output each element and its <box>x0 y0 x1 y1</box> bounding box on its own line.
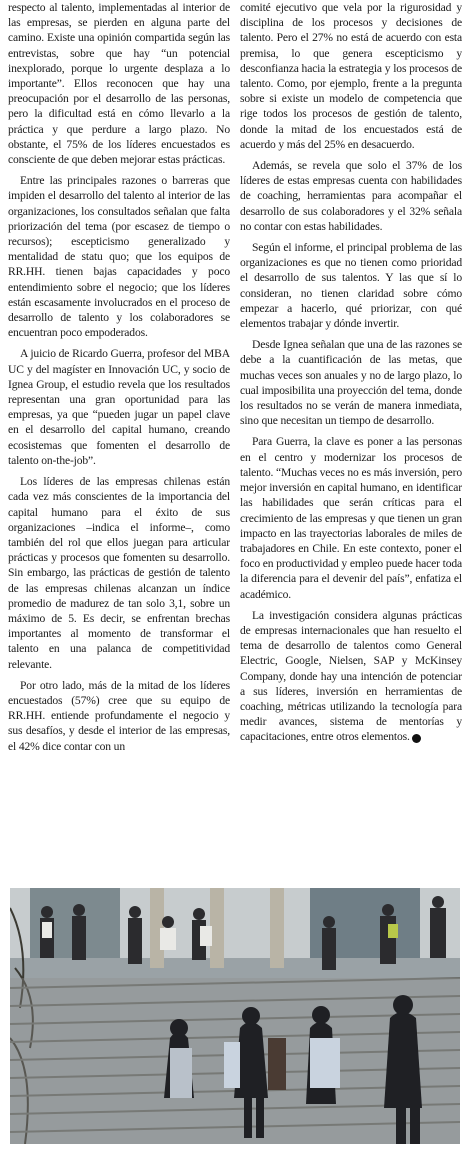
paragraph-last <box>240 608 462 745</box>
article-column-left <box>8 0 230 880</box>
paragraph: Según el informe, el principal problema de las organizaciones es que no tienen como prioridad el desarrollo de sus talentos. Y las que sí lo consideran, no tienen claridad sobre cómo empezar a hacerlo, qué priorizar, con qué elementos trabajar y dónde invertir. <box>240 241 462 331</box>
end-of-article-mark: P <box>412 734 421 743</box>
paragraph: Entre las principales razones o barreras que impiden el desarrollo del talento al interior de las organizaciones, los consultados señalan que falta priorización del tema (por escasez de tiempo o recursos); escepticismo generalizado y mentalidad de statu quo; que los equipos de RR.HH. tienen bajas capacidades y poco entendimiento sobre el negocio; que los líderes están escasamente involucrados en el proceso de desarrollo de talento y los colaboradores se encuentran poco empoderados. <box>8 174 230 340</box>
paragraph: Por otro lado, más de la mitad de los líderes encuestados (57%) cree que su equipo de RR.HH. entiende profundamente el negocio y sus desafíos, y desde el interior de las empresas, el 42% dice contar con un <box>8 678 230 753</box>
paragraph: A juicio de Ricardo Guerra, profesor del MBA UC y del magíster en Innovación UC, y socio de Ignea Group, el estudio revela que los resultados representan una gran oportunidad para las empresas, ya que “pueden jugar un papel clave en el desarrollo del capital humano, creando ecosistemas que fomenten el desarrollo de talento on-the-job”. <box>8 347 230 467</box>
paragraph: respecto al talento, implementadas al interior de las empresas, se pierden en alguna parte del camino. Existe una opinión compartida según las entrevistas, sobre que hay “un potencial inexplorado, porque lo urgente desplaza a lo importante”. Ellos reconocen que hay una preocupación por el desarrollo de las personas, pero la dificultad está en cómo llevarlo a la práctica y que perdure a largo plazo. No obstante, el 75% de los líderes encuestados es consciente de que deben mejorar estas prácticas. <box>8 1 230 167</box>
article-body <box>8 0 462 880</box>
paragraph: comité ejecutivo que vela por la rigurosidad y disciplina de los procesos y decisiones de talento. Pero el 27% no está de acuerdo con esta premisa, lo que genera escepticismo y desconfianza hacia la estrategia y los procesos de talento. Como, por ejemplo, frente a la pregunta sobre si existe un modelo de competencia que rige todos los procesos de gestión de talento, donde la mitad de los encuestados está de acuerdo y más del 25% en desacuerdo. <box>240 1 462 151</box>
paragraph: Los líderes de las empresas chilenas están cada vez más conscientes de la importancia del capital humano para el éxito de sus organizaciones –indica el informe–, como también del rol que ellos juegan para articular prácticas y procesos que fomenten su desarrollo. Sin embargo, las prácticas de gestión de talento de las empresas chilenas alcanzan un índice promedio de madurez de tan solo 3,1, sobre un máximo de 5. Es decir, se enfrentan brechas importantes al momento de transformar el talento en una palanca de competitividad relevante. <box>8 475 230 671</box>
photo-illustration <box>10 888 460 1144</box>
article-photo-people-on-stairs <box>10 888 460 1144</box>
paragraph: Además, se revela que solo el 37% de los líderes de estas empresas cuenta con habilidades de coaching, herramientas para acompañar el desarrollo de sus colaboradores y el 32% señala no contar con estas habilidades. <box>240 159 462 233</box>
paragraph: Desde Ignea señalan que una de las razones se debe a la cuantificación de las metas, que muchas veces son anuales y no de largo plazo, lo cual imposibilita una proyección del tema, donde los resultados no se verán de manera inmediata, sino que necesitan un tiempo de desarrollo. <box>240 338 462 428</box>
paragraph-text: La investigación considera algunas prácticas de empresas internacionales que han resuelto el tema de desarrollo de talentos como General Electric, Google, Nielsen, SAP y McKinsey Company, donde hay una intención de potenciar a sus líderes, inversión en herramientas de coaching, métricas utilizando la tecnología para medir avances, sistema de mentorías y capacitaciones, entre otros elementos. <box>240 608 462 744</box>
paragraph: Para Guerra, la clave es poner a las personas en el centro y modernizar los procesos de talento. “Muchas veces no es más inversión, pero mejor inversión en capital humano, en identificar las habilidades que serán críticas para el crecimiento de las empresas y que tienen un gran impacto en las trayectorias laborales de miles de trabajadores en Chile. En este contexto, poner el foco en productividad y empleo puede hacer toda la diferencia para el devenir del país”, enfatiza el académico. <box>240 435 462 601</box>
article-column-right <box>240 0 462 880</box>
